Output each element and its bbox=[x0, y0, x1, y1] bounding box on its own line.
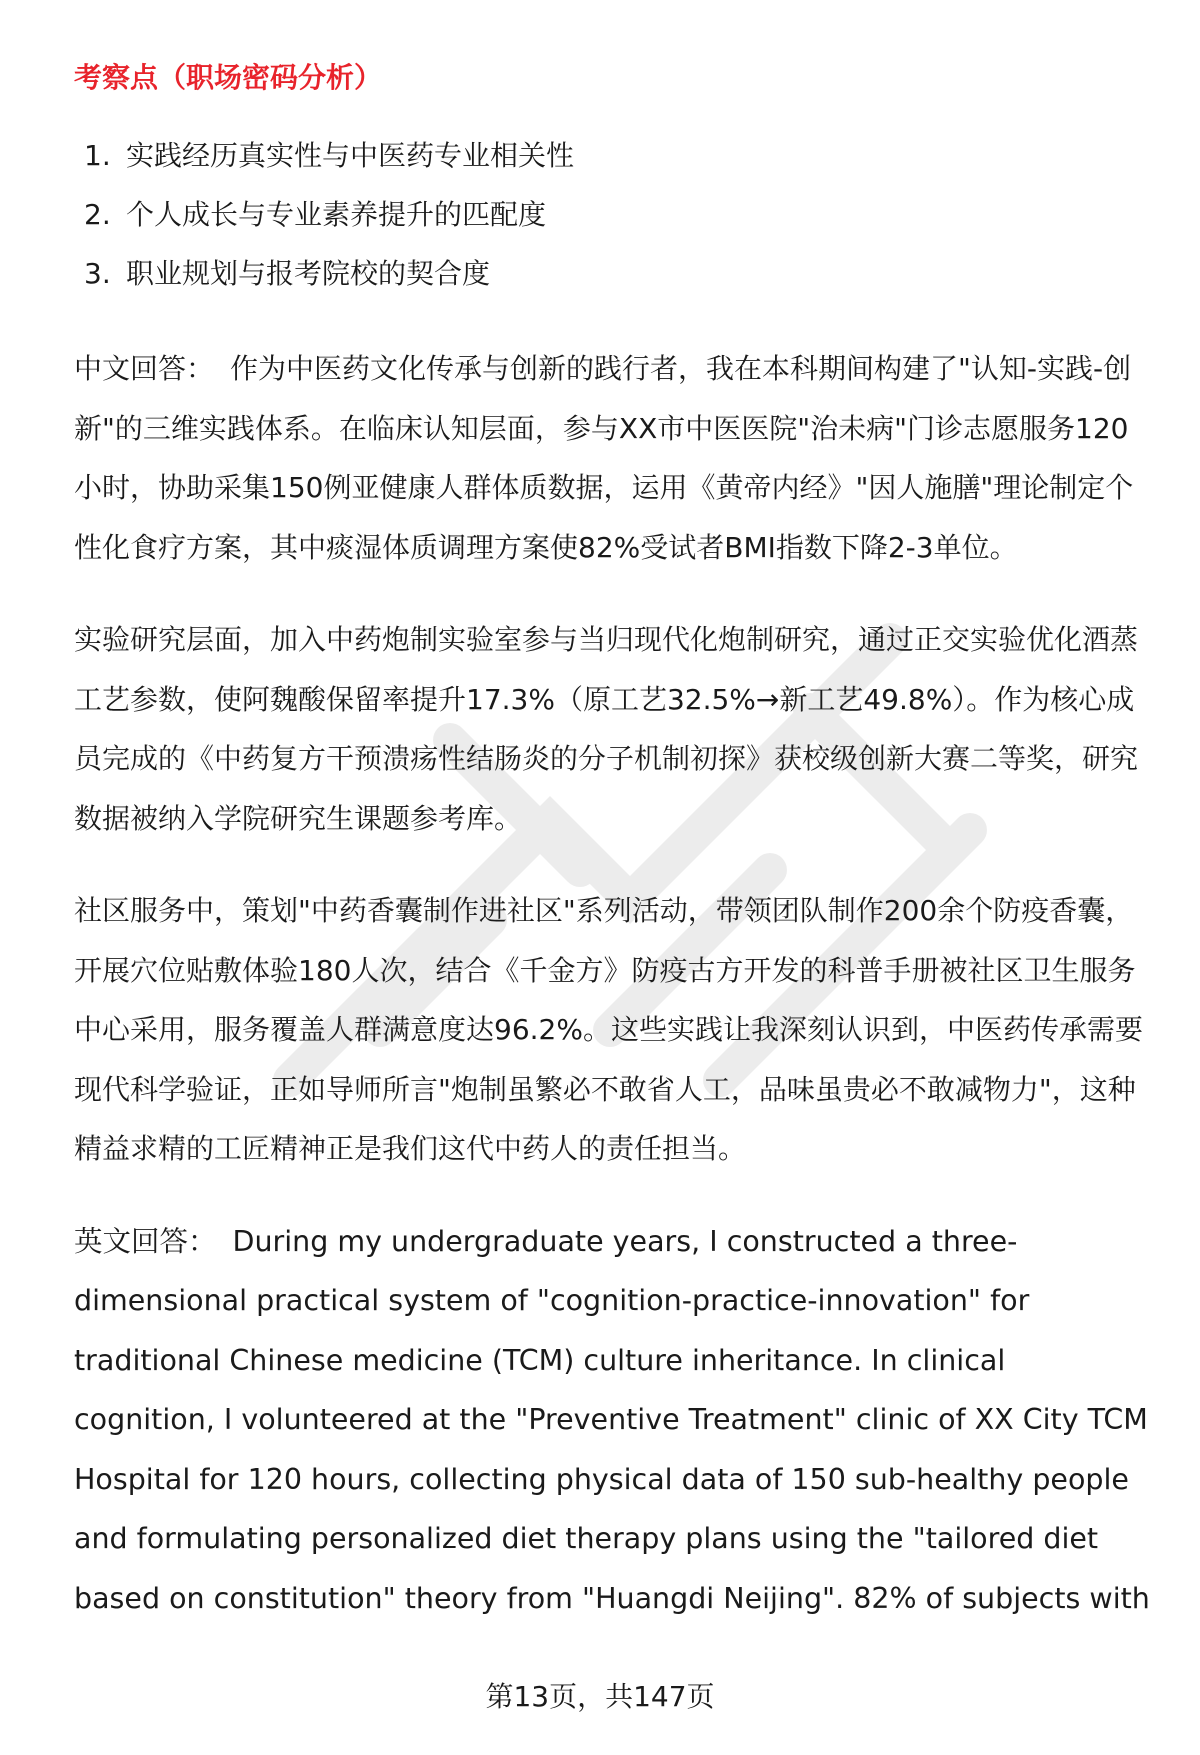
list-item-text: 个人成长与专业素养提升的匹配度 bbox=[126, 198, 547, 231]
list-item-text: 实践经历真实性与中医药专业相关性 bbox=[126, 139, 575, 172]
list-item-number: 1. bbox=[84, 139, 111, 172]
list-item bbox=[84, 244, 1154, 303]
zh-answer-text-1: 作为中医药文化传承与创新的践行者，我在本科期间构建了"认知-实践-创新"的三维实践体系。在临床认知层面，参与XX市中医医院"治未病"门诊志愿服务120小时，协助采集150例亚健康人群体质数据，运用《黄帝内经》"因人施膳"理论制定个性化食疗方案，其中痰湿体质调理方案使82%受试者BMI指数下降2-3单位。 bbox=[74, 352, 1134, 564]
zh-answer-paragraph-2: 实验研究层面，加入中药炮制实验室参与当归现代化炮制研究，通过正交实验优化酒蒸工艺参数，使阿魏酸保留率提升17.3%（原工艺32.5%→新工艺49.8%）。作为核心成员完成的《中药复方干预溃疡性结肠炎的分子机制初探》获校级创新大赛二等奖，研究数据被纳入学院研究生课题参考库。 bbox=[74, 623, 1139, 835]
section-title: 考察点（职场密码分析） bbox=[74, 61, 383, 94]
en-answer-paragraph bbox=[74, 1212, 1154, 1629]
list-item-text: 职业规划与报考院校的契合度 bbox=[126, 257, 491, 290]
key-points-list bbox=[74, 126, 1154, 303]
zh-answer-paragraph-3: 社区服务中，策划"中药香囊制作进社区"系列活动，带领团队制作200余个防疫香囊，开展穴位贴敷体验180人次，结合《千金方》防疫古方开发的科普手册被社区卫生服务中心采用，服务覆盖人群满意度达96.2%。这些实践让我深刻认识到，中医药传承需要现代科学验证，正如导师所言"炮制虽繁必不敢省人工，品味虽贵必不敢减物力"，这种精益求精的工匠精神正是我们这代中药人的责任担当。 bbox=[74, 894, 1143, 1165]
zh-answer-paragraph-1 bbox=[74, 339, 1154, 577]
en-answer-label: 英文回答： bbox=[74, 1224, 217, 1258]
page-number-footer: 第13页，共147页 bbox=[485, 1680, 715, 1713]
list-item bbox=[84, 126, 1154, 185]
zh-answer-label: 中文回答： bbox=[74, 352, 215, 385]
en-answer-text: During my undergraduate years, I constructed a three-dimensional practical system of "cognition-practice-innovation" for traditional Chinese medicine (TCM) culture inheritance. In clinical cognition, I volunteered at the "Preventive Treatment" clinic of XX City TCM Hospital for 120 hours, collecting physical data of 150 sub-healthy people and formulating personalized diet therapy plans using the "tailored diet based on constitution" theory from "Huangdi Neijing". 82% of subjects with bbox=[74, 1224, 1150, 1615]
list-item bbox=[84, 185, 1154, 244]
list-item-number: 3. bbox=[84, 257, 111, 290]
page-content bbox=[74, 58, 1154, 1628]
list-item-number: 2. bbox=[84, 198, 111, 231]
